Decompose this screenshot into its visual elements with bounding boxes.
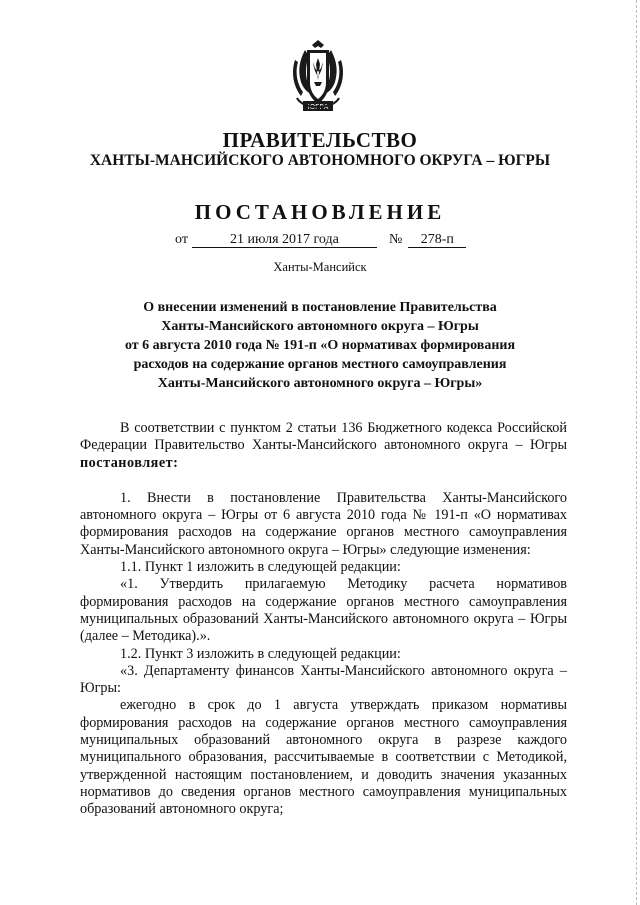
body-paragraph: ежегодно в срок до 1 августа утверждать приказом нормативы формирования расходов на содержание органов местного самоуправления муниципальных образований автономного округа в разрезе каждого муниципального образования, рассчитываемые в соответствии с Методикой, утвержденной настоящим постановлением, и доводить значения указанных нормативов до сведения органов местного самоуправления муниципальных образований автономного округа;: [80, 697, 567, 818]
preamble-text: В соответствии с пунктом 2 статьи 136 Бюджетного кодекса Российской Федерации Правительство Ханты-Мансийского автономного округа – Югры: [80, 420, 567, 454]
body-paragraph: 1.2. Пункт 3 изложить в следующей редакции:: [120, 645, 401, 662]
date-number-line: [175, 232, 466, 248]
title-line: Ханты-Мансийского автономного округа – Югры: [161, 319, 479, 334]
title-line: Ханты-Мансийского автономного округа – Югры»: [157, 376, 483, 391]
title-line: расходов на содержание органов местного самоуправления: [133, 357, 507, 372]
city-name: Ханты-Мансийск: [273, 260, 367, 274]
emblem-motto: ЮГРА: [307, 103, 329, 111]
paragraph-gap: [80, 472, 567, 490]
government-title: ПРАВИТЕЛЬСТВО: [222, 128, 418, 152]
body-paragraph: 1. Внести в постановление Правительства Ханты-Мансийского автономного округа – Югры от 6 августа 2010 года № 191-п «О нормативах формирования расходов на содержание органов местного самоуправления Ханты-Мансийского автономного округа – Югры» следующие изменения:: [80, 489, 567, 558]
title-line: О внесении изменений в постановление Правительства: [143, 300, 497, 315]
document-number: 278-п: [408, 232, 466, 248]
coat-of-arms-emblem: [283, 38, 353, 116]
document-body: [80, 420, 567, 819]
date-prefix: от: [175, 232, 188, 247]
title-line: от 6 августа 2010 года № 191-п «О нормативах формирования: [124, 338, 516, 353]
number-label: №: [388, 232, 403, 247]
body-paragraph: «1. Утвердить прилагаемую Методику расчета нормативов формирования расходов на содержание органов местного самоуправления муниципальных образований Ханты-Мансийского автономного округа – Югры (далее – Методика).».: [80, 576, 567, 645]
body-paragraph: 1.1. Пункт 1 изложить в следующей редакции:: [120, 559, 401, 576]
body-paragraph: «3. Департаменту финансов Ханты-Мансийского автономного округа – Югры:: [80, 662, 567, 697]
preamble-paragraph: [80, 420, 567, 472]
document-type: ПОСТАНОВЛЕНИЕ: [194, 200, 446, 224]
preamble-decree-word: постановляет:: [80, 454, 179, 471]
document-date: 21 июля 2017 года: [192, 232, 377, 248]
document-title: [0, 298, 640, 393]
government-subtitle: ХАНТЫ-МАНСИЙСКОГО АВТОНОМНОГО ОКРУГА – ЮГРЫ: [89, 152, 551, 169]
